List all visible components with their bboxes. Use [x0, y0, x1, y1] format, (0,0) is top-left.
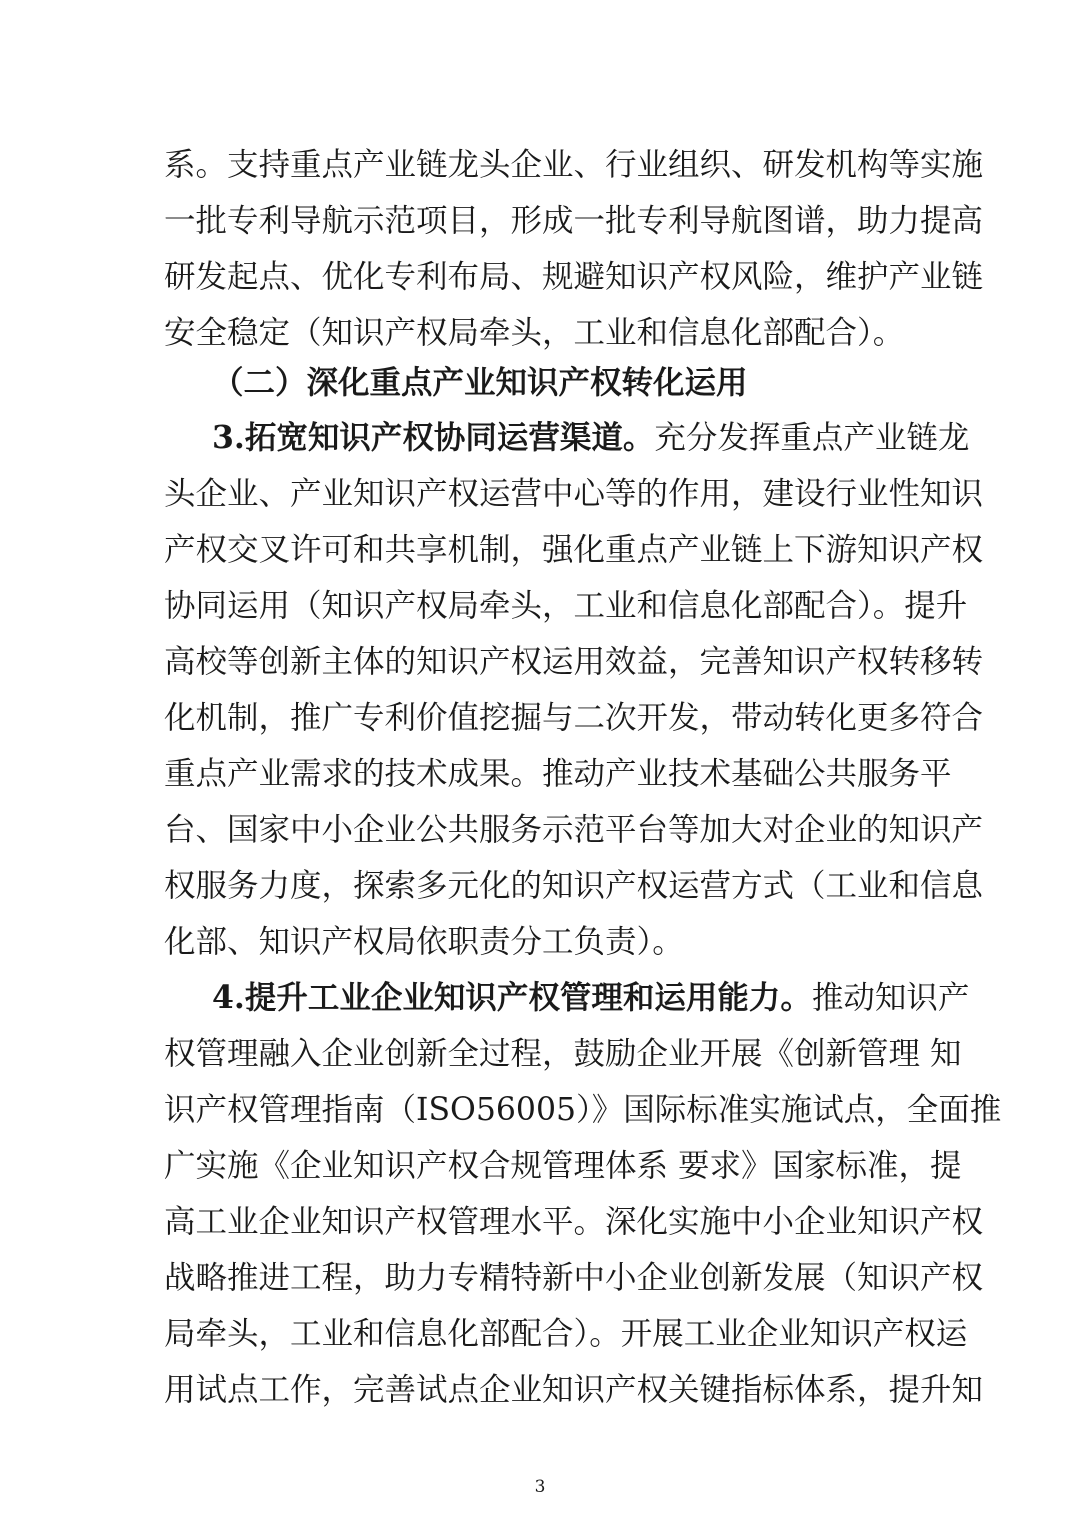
paragraph-line: 产权交叉许可和共享机制，强化重点产业链上下游知识产权 [164, 532, 984, 568]
paragraph-line: 安全稳定（知识产权局牵头，工业和信息化部配合）。 [164, 315, 905, 351]
paragraph-line: 化机制，推广专利价值挖掘与二次开发，带动转化更多符合 [164, 700, 984, 736]
paragraph-line: 局牵头，工业和信息化部配合）。开展工业企业知识产权运 [164, 1316, 968, 1352]
item-3-first-line [212, 410, 970, 466]
paragraph-line: 头企业、产业知识产权运营中心等的作用，建设行业性知识 [164, 476, 984, 512]
paragraph-line: 识产权管理指南（ISO56005）》国际标准实施试点，全面推 [164, 1092, 1002, 1128]
paragraph-line: 高工业企业知识产权管理水平。深化实施中小企业知识产权 [164, 1204, 984, 1240]
item-3-title: 3.拓宽知识产权协同运营渠道。 [212, 419, 655, 456]
item-3-first-text: 充分发挥重点产业链龙 [654, 420, 970, 456]
paragraph-line: 协同运用（知识产权局牵头，工业和信息化部配合）。提升 [164, 588, 968, 624]
paragraph-line: 权管理融入企业创新全过程，鼓励企业开展《创新管理 知 [164, 1036, 962, 1072]
item-4-title: 4.提升工业企业知识产权管理和运用能力。 [212, 979, 812, 1016]
page-number: 3 [534, 1477, 546, 1497]
paragraph-line: 战略推进工程，助力专精特新中小企业创新发展（知识产权 [164, 1260, 984, 1296]
paragraph-line: 化部、知识产权局依职责分工负责）。 [164, 924, 684, 960]
paragraph-line: 一批专利导航示范项目，形成一批专利导航图谱，助力提高 [164, 203, 984, 239]
item-4-first-line [212, 970, 970, 1026]
paragraph-line: 系。支持重点产业链龙头企业、行业组织、研发机构等实施 [164, 147, 984, 183]
paragraph-line: 台、国家中小企业公共服务示范平台等加大对企业的知识产 [164, 812, 984, 848]
item-4-first-text: 推动知识产 [811, 980, 970, 1016]
paragraph-line: 研发起点、优化专利布局、规避知识产权风险，维护产业链 [164, 259, 984, 295]
paragraph-line: 权服务力度，探索多元化的知识产权运营方式（工业和信息 [164, 868, 984, 904]
paragraph-line: 广实施《企业知识产权合规管理体系 要求》国家标准，提 [164, 1148, 962, 1184]
paragraph-line: 重点产业需求的技术成果。推动产业技术基础公共服务平 [164, 756, 952, 792]
paragraph-line: 用试点工作，完善试点企业知识产权关键指标体系，提升知 [164, 1372, 984, 1408]
paragraph-line: 高校等创新主体的知识产权运用效益，完善知识产权转移转 [164, 644, 984, 680]
section-heading: （二）深化重点产业知识产权转化运用 [212, 364, 748, 401]
